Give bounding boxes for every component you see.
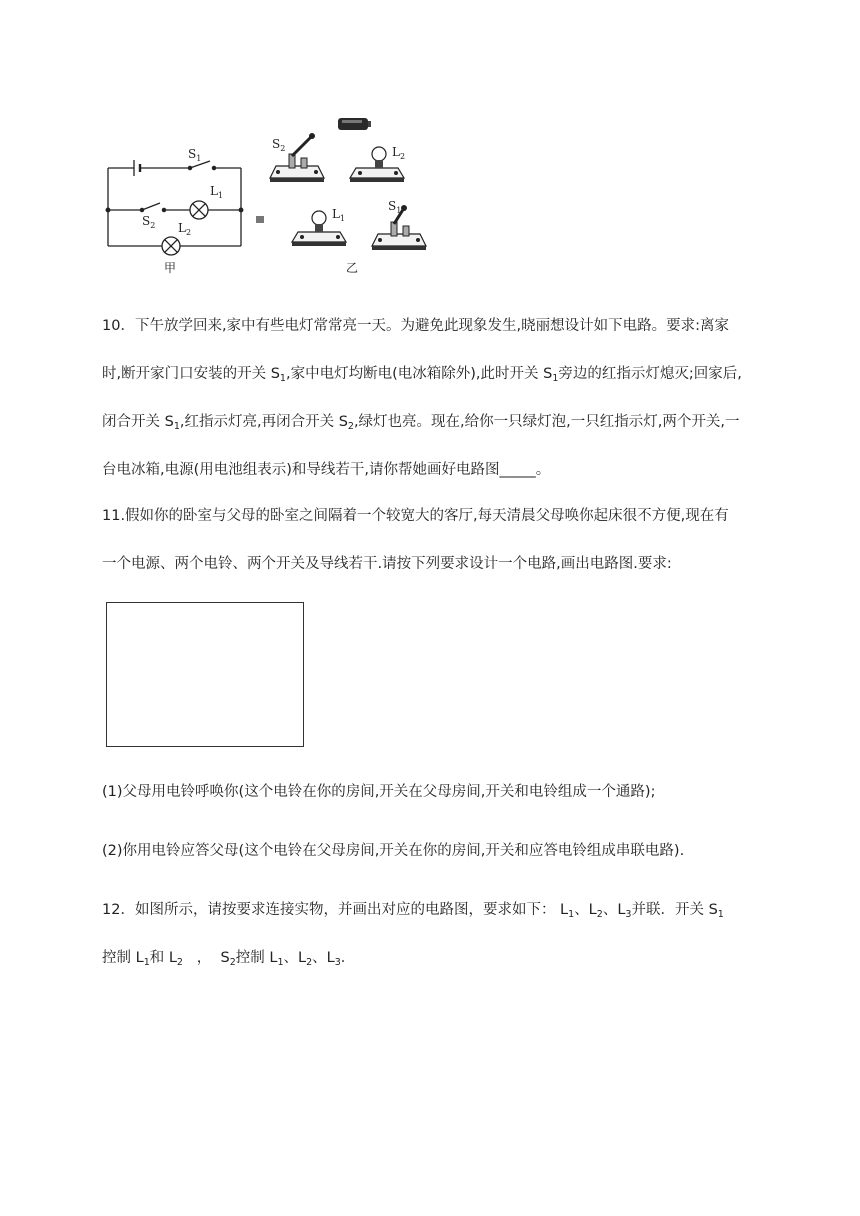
q10-line-3: 闭合开关 $S_1$,红指示灯亮,再闭合开关 $S_2$,绿灯也亮。现在,给你一只绿灯泡,一只红指示灯,两个开关,一 — [102, 414, 740, 432]
l2-label: $L_2$ — [178, 221, 192, 237]
q11-requirement-2: (2)你用电铃应答父母(这个电铃在父母房间,开关在你的房间,开关和应答电铃组成串联电路). — [102, 843, 685, 859]
l1-physical-label: $L_1$ — [332, 207, 346, 223]
q12-line-1: 12．如图所示，请按要求连接实物，并画出对应的电路图，要求如下： $L_1$、$L_2$、$L_3$并联．开关 $S_1$ — [102, 902, 724, 920]
terminal-mark — [256, 216, 264, 223]
question-11 — [102, 492, 762, 588]
q12-line-2: 控制 $L_1$和 $L_2$ ， $S_2$控制 $L_1$、$L_2$、$L_3$． — [102, 950, 356, 968]
s1-label: $S_1$ — [188, 147, 202, 163]
q10-line-1: 10．下午放学回来,家中有些电灯常常亮一天。为避免此现象发生,晓丽想设计如下电路。要求:离家 — [102, 318, 730, 334]
answer-drawing-box[interactable] — [106, 602, 304, 747]
s2-label: $S_2$ — [142, 214, 156, 230]
l2-physical-label: $L_2$ — [392, 145, 406, 161]
figure-label-jia: 甲 — [164, 261, 177, 275]
q11-line-1: 11.假如你的卧室与父母的卧室之间隔着一个较宽大的客厅,每天清晨父母唤你起床很不方便,现在有 — [102, 508, 729, 524]
battery-component — [338, 118, 371, 130]
s1-physical-label: $S_1$ — [388, 199, 402, 215]
circuit-diagram-jia — [106, 160, 243, 255]
question-10 — [102, 302, 762, 494]
circuit-figure-svg — [98, 110, 428, 282]
figure-label-yi: 乙 — [346, 261, 359, 275]
q10-line-2: 时,断开家门口安装的开关 $S_1$,家中电灯均断电(电冰箱除外),此时开关 $S_1$旁边的红指示灯熄灭;回家后, — [102, 366, 742, 384]
answer-blank[interactable]: _____ — [499, 462, 536, 478]
q11-line-2: 一个电源、两个电铃、两个开关及导线若干.请按下列要求设计一个电路,画出电路图.要求: — [102, 556, 672, 572]
q11-requirement-1: (1)父母用电铃呼唤你(这个电铃在你的房间,开关在父母房间,开关和电铃组成一个通路); — [102, 784, 656, 800]
s2-physical-label: $S_2$ — [272, 137, 286, 153]
circuit-figure — [98, 110, 428, 282]
question-12 — [102, 886, 762, 982]
q10-line-4: 台电冰箱,电源(用电池组表示)和导线若干,请你帮她画好电路图_____。 — [102, 462, 550, 478]
l1-label: $L_1$ — [210, 184, 224, 200]
